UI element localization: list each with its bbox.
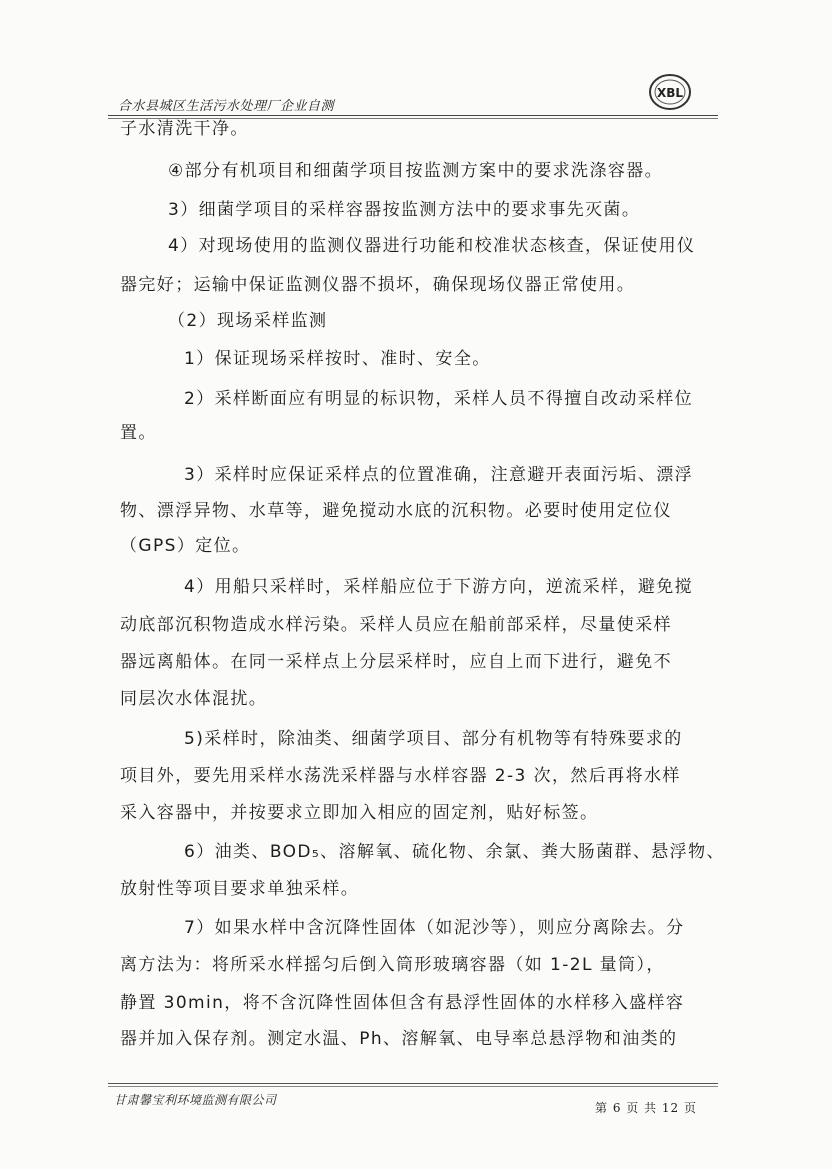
text-line: 采入容器中，并按要求立即加入相应的固定剂，贴好标签。	[120, 803, 599, 823]
text-line: 3）采样时应保证采样点的位置准确，注意避开表面污垢、漂浮	[184, 465, 694, 485]
company-logo-icon	[648, 72, 692, 112]
text-line: （GPS）定位。	[120, 536, 251, 556]
text-line: ④部分有机项目和细菌学项目按监测方案中的要求洗涤容器。	[168, 161, 664, 181]
text-line: 5)采样时，除油类、细菌学项目、部分有机物等有特殊要求的	[184, 729, 683, 749]
header-title: 合水县城区生活污水处理厂企业自测	[118, 99, 335, 114]
text-line: 物、漂浮异物、水草等，避免搅动水底的沉积物。必要时使用定位仪	[120, 501, 672, 521]
text-line: 4）对现场使用的监测仪器进行功能和校准状态核查，保证使用仪	[168, 236, 696, 256]
footer-page-number: 第 6 页 共 12 页	[595, 1101, 697, 1115]
text-line: 7）如果水样中含沉降性固体（如泥沙等），则应分离除去。分	[184, 918, 685, 938]
text-line: 子水清洗干净。	[120, 119, 249, 139]
text-line: 同层次水体混扰。	[120, 689, 268, 709]
text-line: 4）用船只采样时，采样船应位于下游方向，逆流采样，避免搅	[184, 577, 694, 597]
footer-rule	[108, 1083, 718, 1084]
text-line: （2）现场采样监测	[168, 311, 328, 331]
text-line: 器并加入保存剂。测定水温、Ph、溶解氧、电导率总悬浮物和油类的	[120, 1029, 678, 1049]
text-line: 放射性等项目要求单独采样。	[120, 879, 360, 899]
text-line: 器完好；运输中保证监测仪器不损坏，确保现场仪器正常使用。	[120, 275, 636, 295]
text-line: 3）细菌学项目的采样容器按监测方法中的要求事先灭菌。	[168, 200, 641, 220]
text-line: 动底部沉积物造成水样污染。采样人员应在船前部采样，尽量使采样	[120, 615, 672, 635]
text-line: 1）保证现场采样按时、准时、安全。	[184, 349, 491, 369]
text-line: 静置 30min，将不含沉降性固体但含有悬浮性固体的水样移入盛样容	[120, 993, 685, 1013]
text-line: 6）油类、BOD₅、溶解氧、硫化物、余氯、粪大肠菌群、悬浮物、	[184, 842, 725, 862]
footer-rule-thin	[108, 1086, 718, 1087]
footer-company: 甘肃馨宝利环境监测有限公司	[114, 1093, 277, 1107]
text-line: 置。	[120, 423, 157, 443]
text-line: 器远离船体。在同一采样点上分层采样时，应自上而下进行，避免不	[120, 652, 672, 672]
logo-text: XBL	[656, 86, 684, 100]
header-rule	[108, 115, 718, 116]
text-line: 项目外，要先用采样水荡洗采样器与水样容器 2-3 次，然后再将水样	[120, 766, 681, 786]
text-line: 2）采样断面应有明显的标识物，采样人员不得擅自改动采样位	[184, 389, 694, 409]
text-line: 离方法为：将所采水样摇匀后倒入筒形玻璃容器（如 1-2L 量筒），	[120, 955, 665, 975]
